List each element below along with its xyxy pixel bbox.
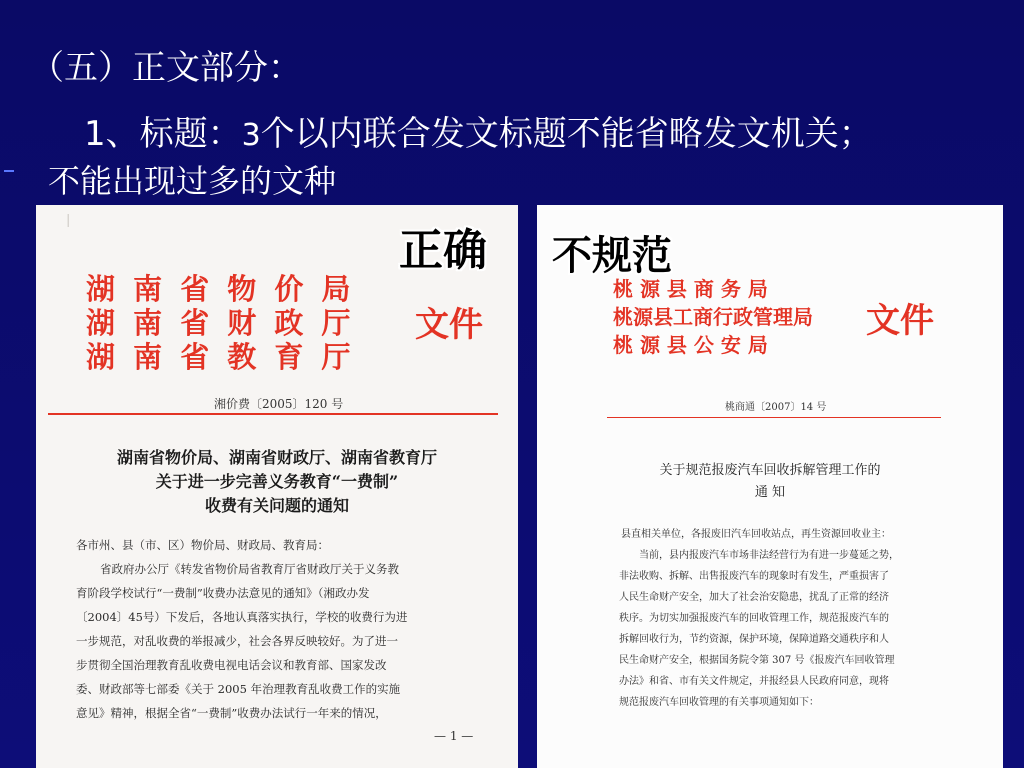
wenjian-label: 文件 [415,305,483,345]
point-number: 3 [241,118,261,153]
point-prefix: 1、标题： [84,114,242,154]
slide-title: （五）正文部分： [30,48,302,88]
body-line: 一步规范，对乱收费的举报减少，社会各界反映较好。为了进一 [76,634,398,648]
body-line: 规范报废汽车回收管理的有关事项通知如下： [619,697,819,708]
body-line: 育阶段学校试行“一费制”收费办法意见的通知》（湘政办发 [76,586,370,600]
body-line: 省政府办公厅《转发省物价局省教育厅省财政厅关于义务教 [100,562,399,576]
issuer-line: 桃 源 县 公 安 局 [613,333,768,357]
document-irregular-example [537,205,1003,768]
document-correct-example [36,205,518,768]
red-separator [607,417,941,418]
point-one [84,106,873,155]
body-line: 民生命财产安全，根据国务院令第 307 号《报废汽车回收管理 [619,655,895,666]
document-title-line: 收费有关问题的通知 [204,496,349,515]
page-number: — 1 — [434,729,474,743]
body-line: 秩序。为切实加强报废汽车的回收管理工作，规范报废汽车的 [619,613,889,624]
document-title-line: 湖南省物价局、湖南省财政厅、湖南省教育厅 [116,448,437,467]
addressee: 县直相关单位，各报废旧汽车回收站点，再生资源回收业主： [621,529,891,540]
issuer-line: 湖 南 省 财 政 厅 [86,306,355,340]
issuer-line: 桃源县工商行政管理局 [613,305,813,329]
label-irregular: 不规范 [552,232,672,279]
wenjian-label: 文件 [866,301,934,341]
body-line: 步贯彻全国治理教育乱收费电视电话会议和教育部、国家发改 [76,658,387,672]
point-one-continued: 不能出现过多的文种 [48,162,337,200]
decorative-line [4,170,14,172]
body-line: 当前，县内报废汽车市场非法经营行为有进一步蔓延之势， [639,550,899,561]
body-line: 人民生命财产安全，加大了社会治安隐患，扰乱了正常的经济 [619,592,889,603]
document-number: 桃商通〔2007〕14 号 [725,402,827,413]
document-title-line: 关于规范报废汽车回收拆解管理工作的 [659,463,881,478]
label-correct: 正确 [399,225,487,276]
document-title-line: 关于进一步完善义务教育“一费制” [155,472,399,491]
document-number: 湘价费〔2005〕120 号 [214,397,344,411]
body-line: 〔2004〕45号）下发后，各地认真落实执行，学校的收费行为进 [76,610,408,624]
body-line: 意见》精神，根据全省“一费制”收费办法试行一年来的情况， [76,706,387,720]
document-title-line: 通 知 [754,485,786,500]
red-separator [48,413,498,415]
addressee: 各市州、县（市、区）物价局、财政局、教育局： [76,538,329,552]
issuer-line: 湖 南 省 教 育 厅 [86,340,355,374]
point-text: 个以内联合发文标题不能省略发文机关； [260,114,873,154]
body-line: 非法收购、拆解、出售报废汽车的现象时有发生，严重损害了 [619,571,889,582]
body-line: 拆解回收行为，节约资源，保护环境，保障道路交通秩序和人 [619,634,889,645]
issuer-line: 桃 源 县 商 务 局 [613,277,768,301]
bleed-through-text: | [66,213,71,228]
body-line: 委、财政部等七部委《关于 2005 年治理教育乱收费工作的实施 [76,682,401,696]
issuer-line: 湖 南 省 物 价 局 [86,272,355,306]
body-line: 办法》和省、市有关文件规定，并报经县人民政府同意，现将 [619,676,889,687]
